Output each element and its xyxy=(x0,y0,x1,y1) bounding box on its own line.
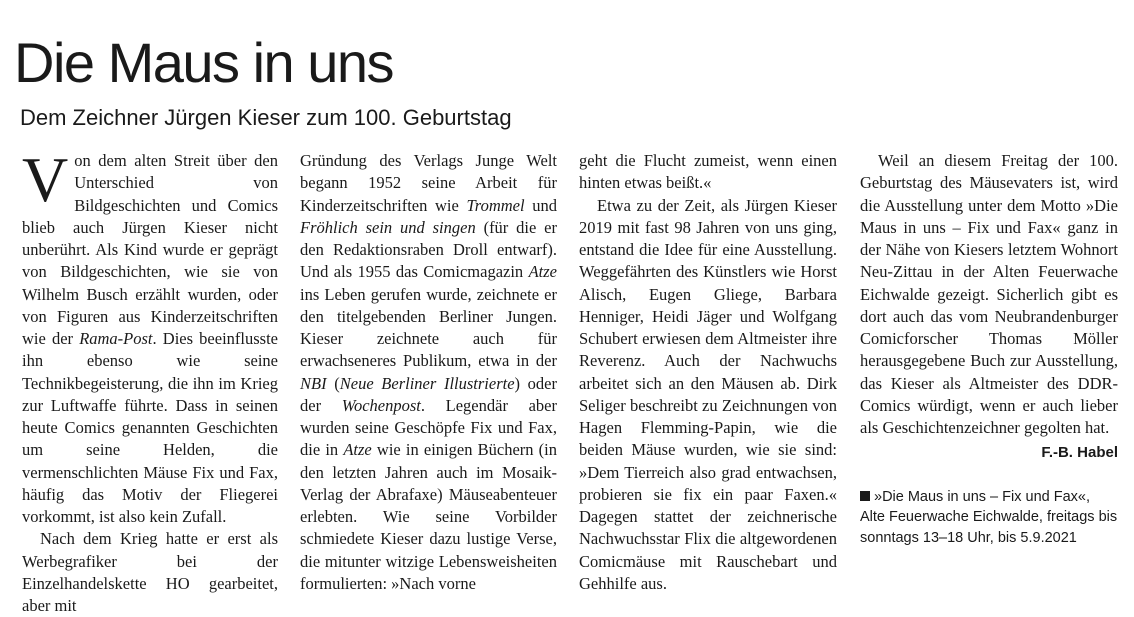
text-run: on dem alten Streit über den Unterschied von Bildgeschichten und Comics blieb auch Jürgen Kieser nicht unberührt. Als Kind wurde er geprägt von Bildgeschichten, wie sie von Wilhelm Busch erzählt wurden, oder von Figuren aus Kinderzeitschriften wie der xyxy=(22,151,278,348)
drop-cap: V xyxy=(22,144,69,215)
exhibition-info xyxy=(860,487,1118,549)
exhibition-info-text: »Die Maus in uns – Fix und Fax«, Alte Feuerwache Eichwalde, freitags bis sonntags 13–18 Uhr, bis 5.9.2021 xyxy=(860,488,1118,546)
subheadline: Dem Zeichner Jürgen Kieser zum 100. Geburtstag xyxy=(20,105,512,130)
text-run: wie in einigen Büchern (in den letzten Jahren auch im Mosaik-Verlag der Abrafaxe) Mäuseabenteuer erlebten. Wie seine Vorbilder schmiedete Kieser dazu lustige Verse, die mitunter witzige Lebensweisheiten formulierten: »Nach vorne xyxy=(300,440,558,593)
square-bullet-icon xyxy=(860,491,870,501)
italic-run: Atze xyxy=(343,440,372,460)
text-run: Gründung des Verlags Junge Welt begann 1952 seine Arbeit für Kinderzeitschriften wie xyxy=(300,151,557,215)
italic-run: Wochenpost xyxy=(341,395,421,415)
column-1 xyxy=(22,144,278,617)
text-run: ins Leben gerufen wurde, zeichnete er den titelgebenden Berliner Jungen. Kieser zeichnete auch für erwachseneres Publikum, etwa in der xyxy=(300,284,557,371)
paragraph xyxy=(300,150,557,595)
italic-run: Neue Berliner Illustrierte xyxy=(339,373,515,393)
headline: Die Maus in uns xyxy=(14,31,394,94)
author-byline: F.-B. Habel xyxy=(1041,444,1118,462)
italic-run: Trommel xyxy=(466,195,525,215)
italic-run: Rama-Post xyxy=(79,329,153,348)
paragraph: Etwa zu der Zeit, als Jürgen Kieser 2019 mit fast 98 Jahren von uns ging, entstand die Idee für eine Ausstellung. Weggefährten des Künstlers wie Horst Alisch, Eugen Gliege, Barbara Henniger, Heidi Jäger und Wolfgang Schubert erwiesen dem Altmeister ihre Reverenz. Auch der Nachwuchs arbeitet sich an den Mäusen ab. Dirk Seliger beschreibt zu Zeichnungen von Hagen Flemming-Papin, wie die beiden Mäuse wurden, wie sie sind: »Dem Tierreich also grad entwachsen, probieren sie fix ein paar Faxen.« Dagegen stattet der zeichnerische Nachwuchsstar Flix die altgewordenen Comicmäuse mit Rauschebart und Gehhilfe aus. xyxy=(579,195,837,593)
paragraph: Weil an diesem Freitag der 100. Geburtstag des Mäusevaters ist, wird die Ausstellung unter dem Motto »Die Maus in uns – Fix und Fax« ganz in der Nähe von Kiesers letztem Wohnort Neu-Zittau in der Alten Feuerwache Eichwalde gezeigt. Sicherlich gibt es dort auch das vom Neubrandenburger Comicforscher Thomas Möller herausgegebene Buch zur Ausstellung, das Kieser als Altmeister des DDR-Comics würdigt, wenn er auch lieber als Geschichtenzeichner gegolten hat. xyxy=(860,151,1118,437)
italic-run: NBI xyxy=(300,373,327,393)
text-run: ) oder der xyxy=(300,373,557,415)
paragraph: geht die Flucht zumeist, wenn einen hinten etwas beißt.« xyxy=(579,151,837,193)
column-3 xyxy=(579,150,837,595)
text-run: . Dies beeinflusste ihn ebenso wie seine Technikbegeisterung, die ihn im Krieg zur Luftwaffe führte. Dass in seinen heute Comics genannten Geschichten um seine Helden, die vermenschlichten Mäuse Fix und Fax, häufig das Motiv der Fliegerei vorkommt, ist also kein Zufall. xyxy=(22,329,278,526)
column-2 xyxy=(300,150,557,595)
text-run: . Legendär aber wurden seine Geschöpfe Fix und Fax, die in xyxy=(300,395,557,460)
text-run: und xyxy=(524,195,558,215)
italic-run: Atze xyxy=(528,262,557,282)
paragraph: Nach dem Krieg hatte er erst als Werbegrafiker bei der Einzelhandelskette HO gearbeitet, aber mit xyxy=(22,529,278,615)
column-4 xyxy=(860,150,1118,548)
italic-run: Fröhlich sein und singen xyxy=(300,217,476,237)
text-run: ( xyxy=(326,373,340,393)
paragraph xyxy=(22,144,278,528)
text-run: (für die er den Redaktionsraben Droll entwarf). Und als 1955 das Comicmagazin xyxy=(300,217,557,282)
